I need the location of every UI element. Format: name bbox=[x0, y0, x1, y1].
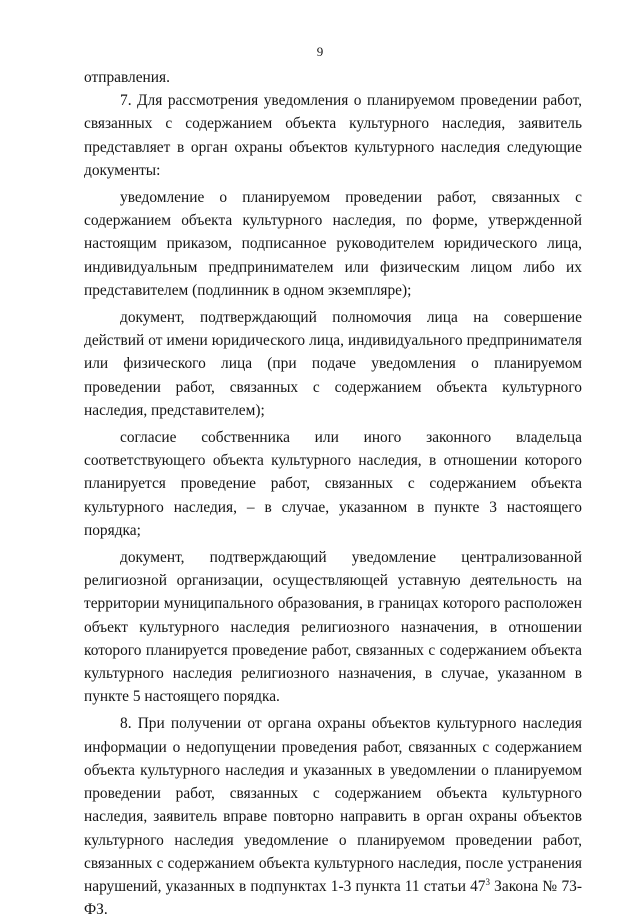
article-superscript: 3 bbox=[485, 876, 490, 887]
document-body bbox=[84, 66, 582, 921]
paragraph-continuation: отправления. bbox=[84, 69, 170, 86]
paragraph-8-text: 8. При получении от органа охраны объектов культурного наследия информации о недопущении проведения работ, связанных с содержанием объекта культурного наследия и указанных в уведомлении о планируемом проведении работ, связанных с содержанием объекта культурного наследия, заявитель вправе повторно направить в орган охраны объектов культурного наследия уведомление о планируемом проведении работ, связанных с содержанием объекта культурного наследия, после устранения нарушений, указанных в подпунктах 1-3 пункта 11 статьи 47 bbox=[84, 715, 582, 895]
list-item-notification: уведомление о планируемом проведении работ, связанных с содержанием объекта культурного наследия, по форме, утвержденной настоящим приказом, подписанное руководителем юридического лица, индивидуальным предпринимателем или физическим лицом либо их представителем (подлинник в одном экземпляре); bbox=[84, 189, 582, 299]
list-item-owner-consent: согласие собственника или иного законного владельца соответствующего объекта культурного наследия, в отношении которого планируется проведение работ, связанных с содержанием объекта культурного наследия, – в случае, указанном в пункте 3 настоящего порядка; bbox=[84, 429, 582, 539]
page-number: 9 bbox=[316, 44, 324, 59]
paragraph-8 bbox=[84, 712, 582, 921]
list-item-religious-organization: документ, подтверждающий уведомление централизованной религиозной организации, осуществляющей уставную деятельность на территории муниципального образования, в границах которого расположен объект культурного наследия религиозного назначения, в отношении которого планируется проведение работ, связанных с содержанием объекта культурного наследия религиозного назначения, в случае, указанном в пункте 5 настоящего порядка. bbox=[84, 549, 582, 706]
list-item-authority-document: документ, подтверждающий полномочия лица на совершение действий от имени юридического лица, индивидуального предпринимателя или физического лица (при подаче уведомления о планируемом проведении работ, связанных с содержанием объекта культурного наследия, представителем); bbox=[84, 309, 582, 419]
paragraph-7: 7. Для рассмотрения уведомления о планируемом проведении работ, связанных с содержанием объекта культурного наследия, заявитель представляет в орган охраны объектов культурного наследия следующие документы: bbox=[84, 92, 582, 179]
paragraph-8-text-end: Закона № 73-ФЗ. bbox=[84, 877, 582, 919]
